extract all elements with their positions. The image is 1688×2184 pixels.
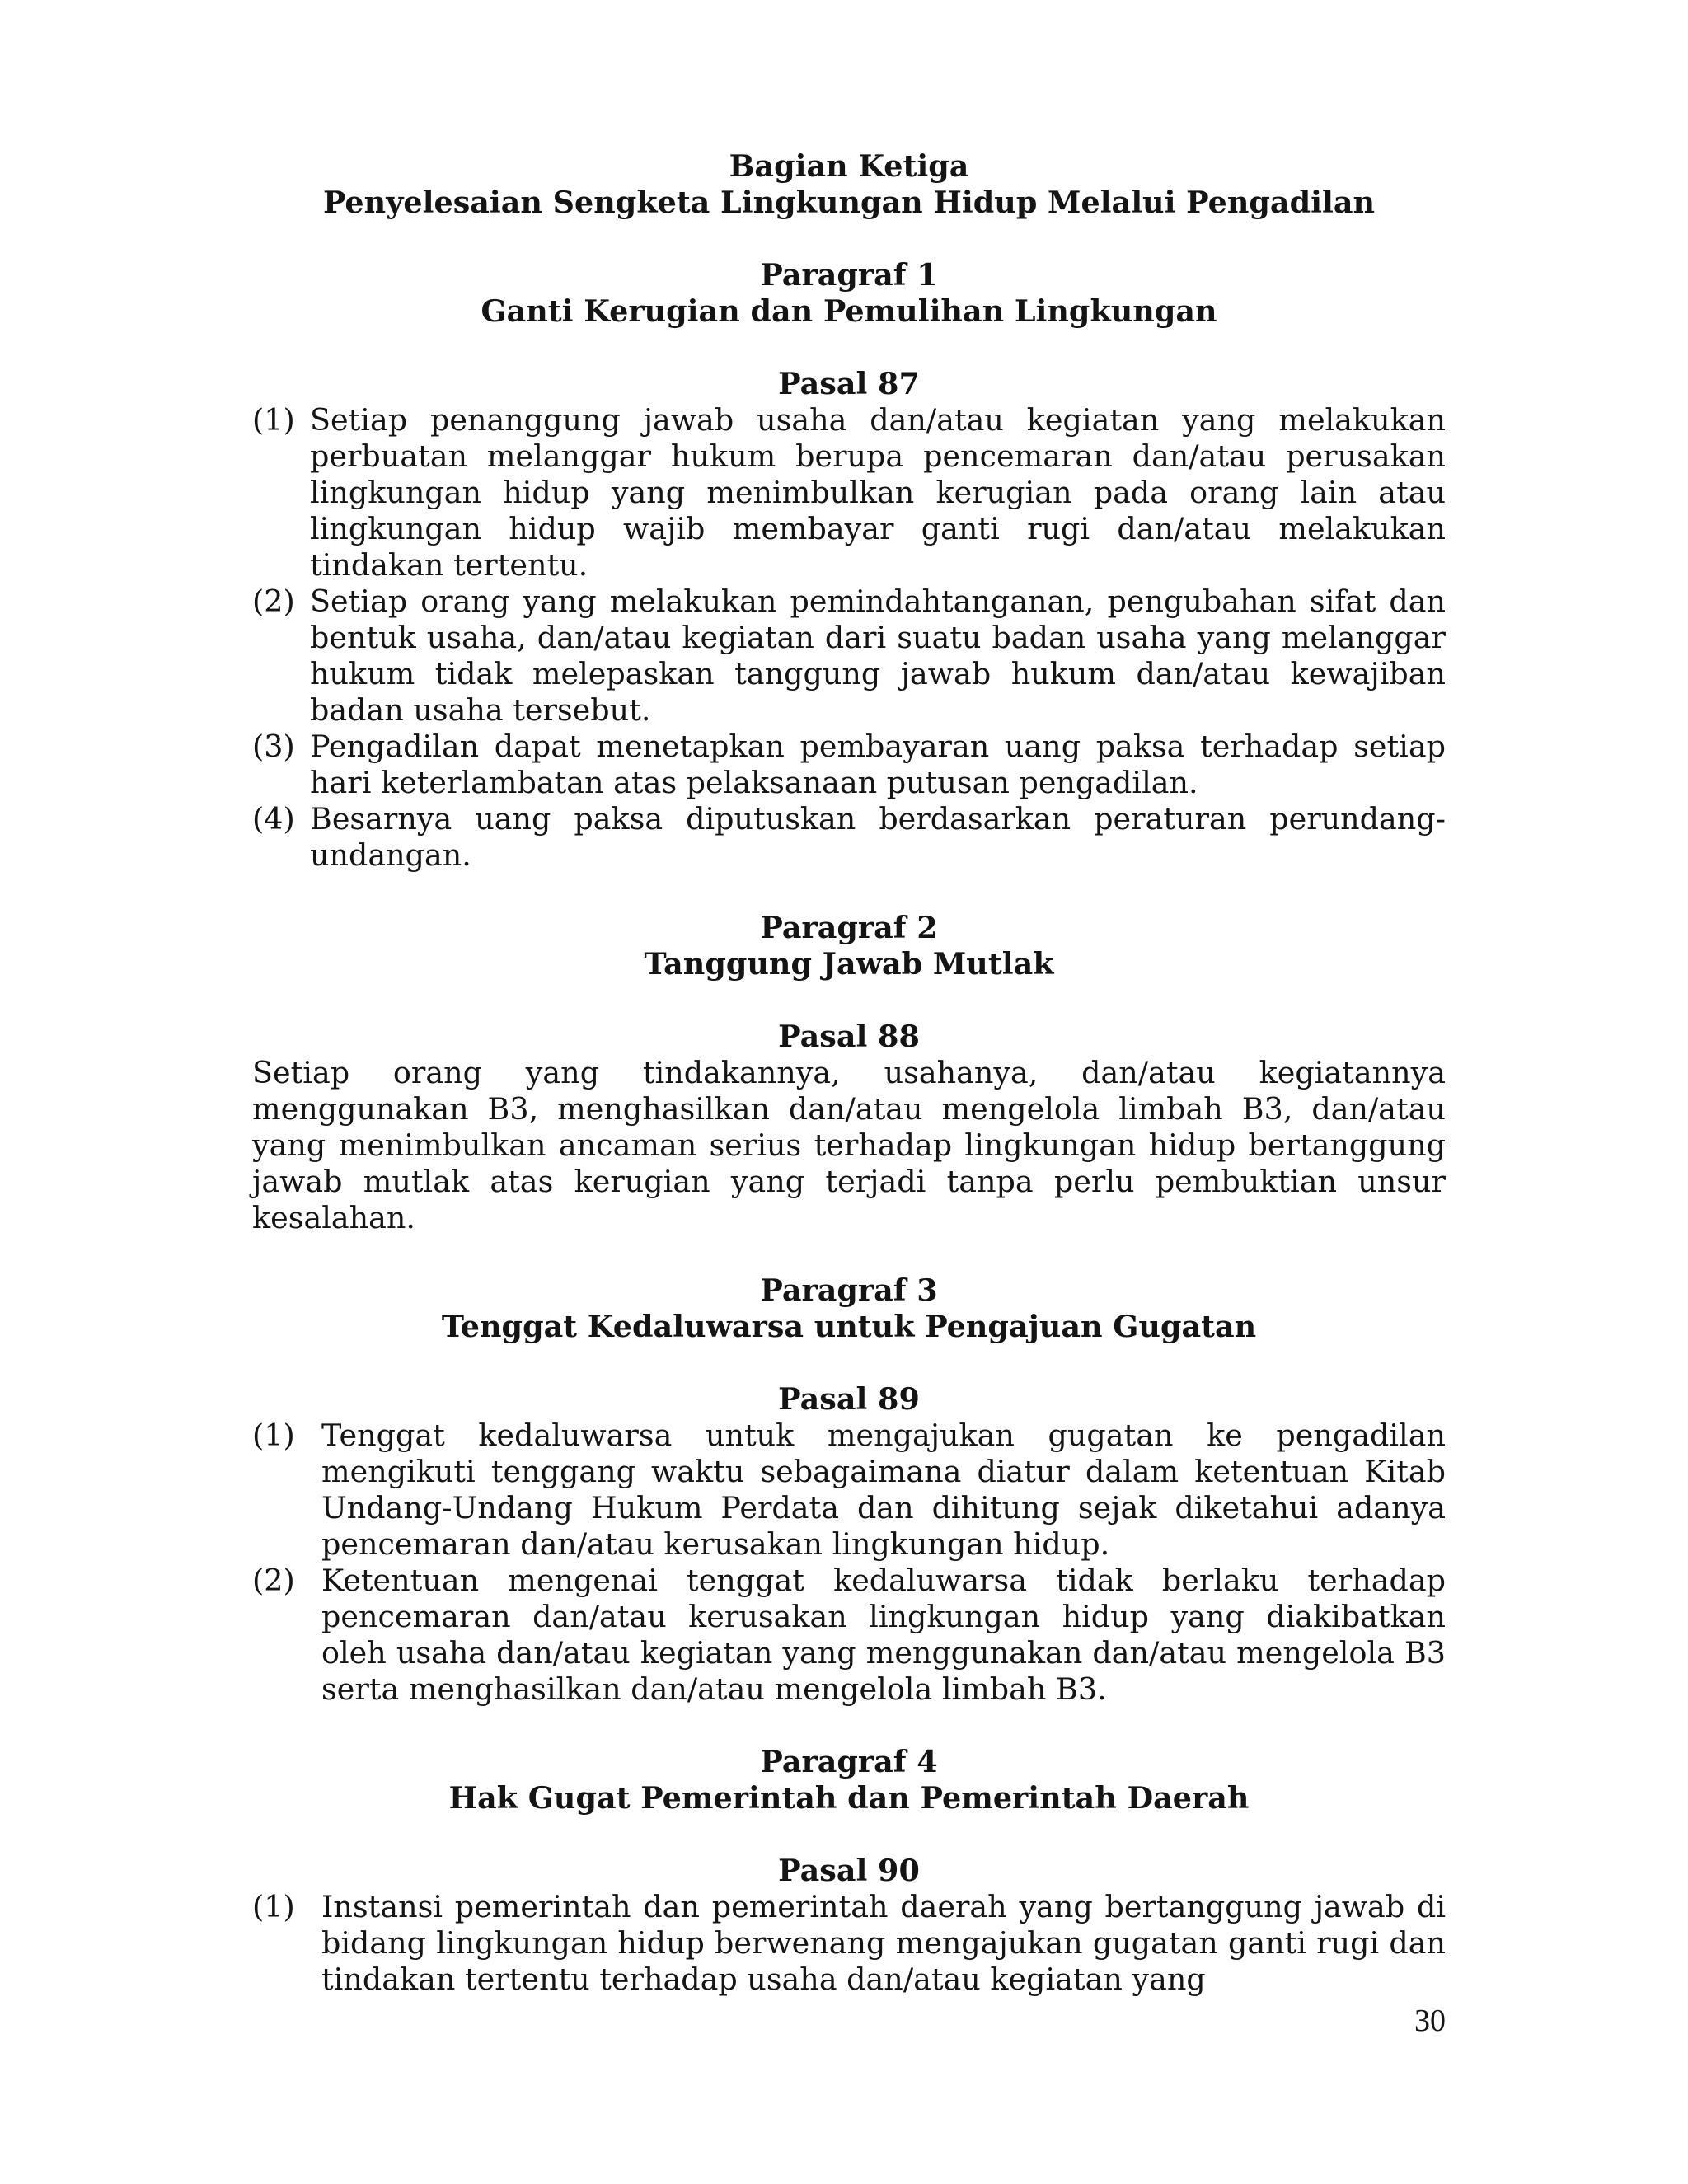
- paragraph-label: Paragraf 2: [760, 910, 938, 945]
- paragraph-title: Hak Gugat Pemerintah dan Pemerintah Daerah: [448, 1780, 1250, 1816]
- clause-text: Ketentuan mengenai tenggat kedaluwarsa tidak berlaku terhadap pencemaran dan/atau kerusakan lingkungan hidup yang diakibatkan oleh usaha dan/atau kegiatan yang menggunakan dan/atau mengelola B3 serta menghasilkan dan/atau mengelola limbah B3.: [321, 1563, 1446, 1707]
- article-clause: [252, 1889, 1446, 1998]
- clause-number: (1): [252, 1889, 295, 1924]
- article-clause: [252, 1418, 1446, 1563]
- paragraph-label: Paragraf 3: [760, 1272, 938, 1308]
- clause-text: Setiap penanggung jawab usaha dan/atau kegiatan yang melakukan perbuatan melanggar hukum berupa pencemaran dan/atau perusakan lingkungan hidup yang menimbulkan kerugian pada orang lain atau lingkungan hidup wajib membayar ganti rugi dan/atau melakukan tindakan tertentu.: [310, 402, 1446, 583]
- clause-text: Setiap orang yang melakukan pemindahtanganan, pengubahan sifat dan bentuk usaha, dan/atau kegiatan dari suatu badan usaha yang melanggar hukum tidak melepaskan tanggung jawab hukum dan/atau kewajiban badan usaha tersebut.: [310, 583, 1446, 728]
- clause-number: (1): [252, 1418, 295, 1453]
- paragraph-title: Tenggat Kedaluwarsa untuk Pengajuan Gugatan: [441, 1309, 1257, 1344]
- article-heading: Pasal 89: [778, 1381, 920, 1417]
- article-clause: [252, 729, 1446, 801]
- clause-number: (2): [252, 583, 295, 619]
- clause-number: (1): [252, 402, 295, 438]
- section-subtitle: Penyelesaian Sengketa Lingkungan Hidup Melalui Pengadilan: [322, 185, 1376, 220]
- clause-text: Tenggat kedaluwarsa untuk mengajukan gugatan ke pengadilan mengikuti tenggang waktu sebagaimana diatur dalam ketentuan Kitab Undang-Undang Hukum Perdata dan dihitung sejak diketahui adanya pencemaran dan/atau kerusakan lingkungan hidup.: [321, 1418, 1446, 1562]
- document-body: [252, 148, 1446, 1998]
- article-clause: [252, 801, 1446, 874]
- clause-text: Instansi pemerintah dan pemerintah daerah yang bertanggung jawab di bidang lingkungan hidup berwenang mengajukan gugatan ganti rugi dan tindakan tertentu terhadap usaha dan/atau kegiatan yang: [321, 1889, 1446, 1997]
- paragraph-title: Tanggung Jawab Mutlak: [644, 946, 1054, 982]
- article-text: Setiap orang yang tindakannya, usahanya, dan/atau kegiatannya menggunakan B3, menghasilkan dan/atau mengelola limbah B3, dan/atau yang menimbulkan ancaman serius terhadap lingkungan hidup bertanggung jawab mutlak atas kerugian yang terjadi tanpa perlu pembuktian unsur kesalahan.: [252, 1055, 1446, 1235]
- paragraph-label: Paragraf 1: [760, 257, 938, 293]
- clause-text: Pengadilan dapat menetapkan pembayaran uang paksa terhadap setiap hari keterlambatan atas pelaksanaan putusan pengadilan.: [310, 729, 1446, 800]
- article-heading: Pasal 87: [778, 366, 920, 401]
- paragraph-label: Paragraf 4: [760, 1744, 938, 1779]
- article-heading: Pasal 88: [778, 1019, 920, 1054]
- clause-text: Besarnya uang paksa diputuskan berdasarkan peraturan perundang-undangan.: [310, 801, 1446, 873]
- paragraph-title: Ganti Kerugian dan Pemulihan Lingkungan: [481, 293, 1217, 329]
- clause-number: (4): [252, 801, 295, 837]
- clause-number: (2): [252, 1563, 295, 1598]
- article-heading: Pasal 90: [778, 1853, 920, 1888]
- section-title: Bagian Ketiga: [729, 148, 969, 184]
- page-number: 30: [1414, 2004, 1446, 2038]
- article-clause: [252, 1563, 1446, 1708]
- clause-number: (3): [252, 729, 295, 764]
- article-clause: [252, 583, 1446, 729]
- article-clause: [252, 402, 1446, 583]
